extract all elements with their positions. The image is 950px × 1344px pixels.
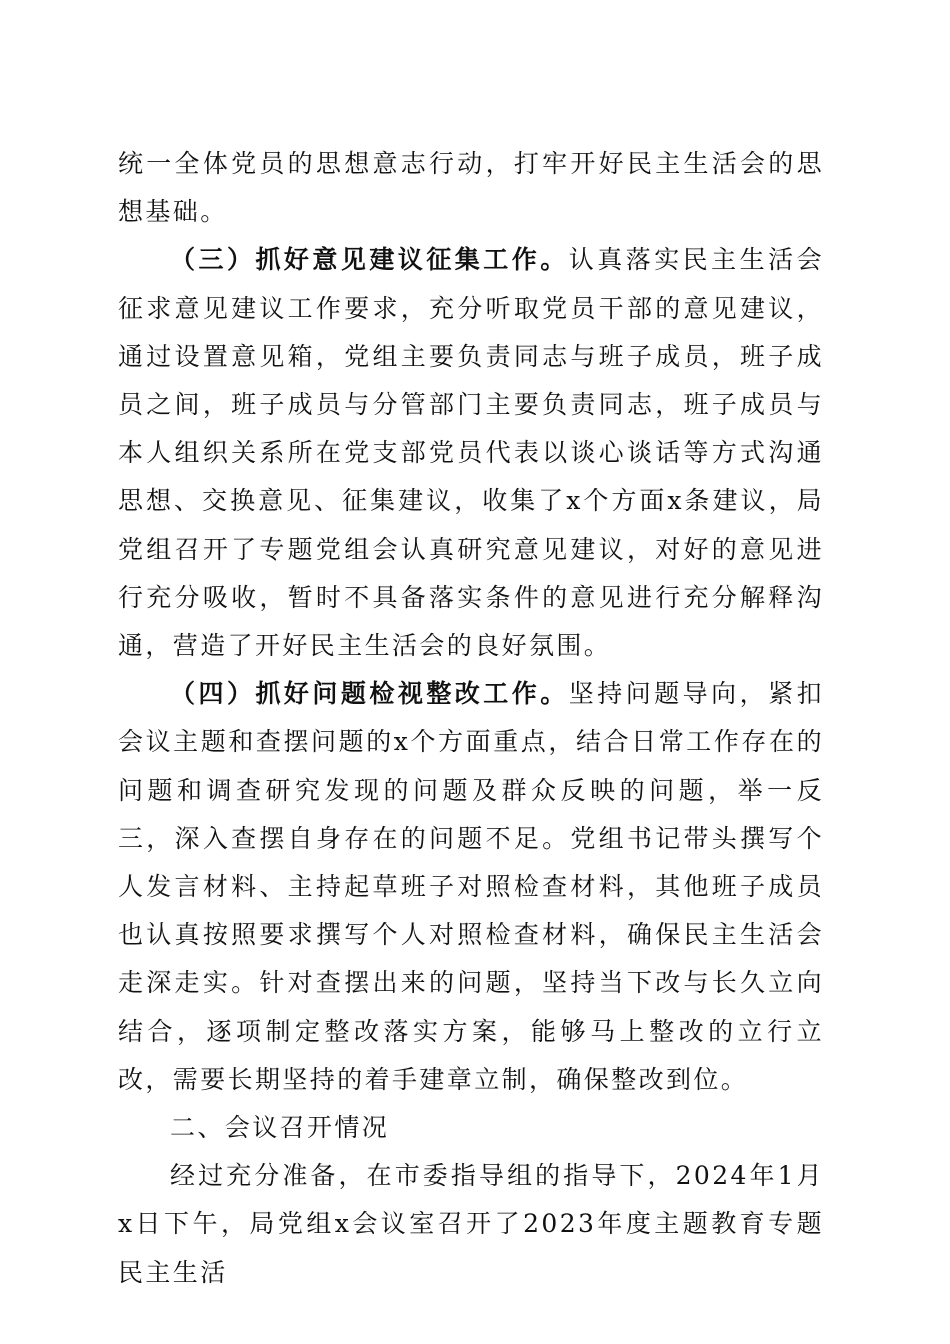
section-4-body: 坚持问题导向，紧扣会议主题和查摆问题的x个方面重点，结合日常工作存在的问题和调查研究发现的问题及群众反映的问题，举一反三，深入查摆自身存在的问题不足。党组书记带头撰写个人发言材料、主持起草班子对照检查材料，其他班子成员也认真按照要求撰写个人对照检查材料，确保民主生活会走深走实。针对查摆出来的问题，坚持当下改与长久立向结合，逐项制定整改落实方案，能够马上整改的立行立改，需要长期坚持的着手建章立制，确保整改到位。 [118, 679, 824, 1094]
paragraph-continuation: 统一全体党员的思想意志行动，打牢开好民主生活会的思想基础。 [118, 149, 824, 227]
document-page [118, 140, 824, 1297]
meeting-paragraph: 经过充分准备，在市委指导组的指导下，2024年1月x日下午，局党组x会议室召开了2023年度主题教育专题民主生活 [118, 1161, 824, 1287]
section-4-paragraph [118, 670, 824, 1104]
section-3-paragraph [118, 236, 824, 670]
section-3-lead: （三）抓好意见建议征集工作。 [170, 245, 569, 275]
section-heading: 二、会议召开情况 [170, 1113, 390, 1143]
section-4-lead: （四）抓好问题检视整改工作。 [170, 679, 569, 709]
section-3-body: 认真落实民主生活会征求意见建议工作要求，充分听取党员干部的意见建议，通过设置意见箱，党组主要负责同志与班子成员，班子成员之间，班子成员与分管部门主要负责同志，班子成员与本人组织关系所在党支部党员代表以谈心谈话等方式沟通思想、交换意见、征集建议，收集了x个方面x条建议，局党组召开了专题党组会认真研究意见建议，对好的意见进行充分吸收，暂时不具备落实条件的意见进行充分解释沟通，营造了开好民主生活会的良好氛围。 [118, 245, 824, 661]
